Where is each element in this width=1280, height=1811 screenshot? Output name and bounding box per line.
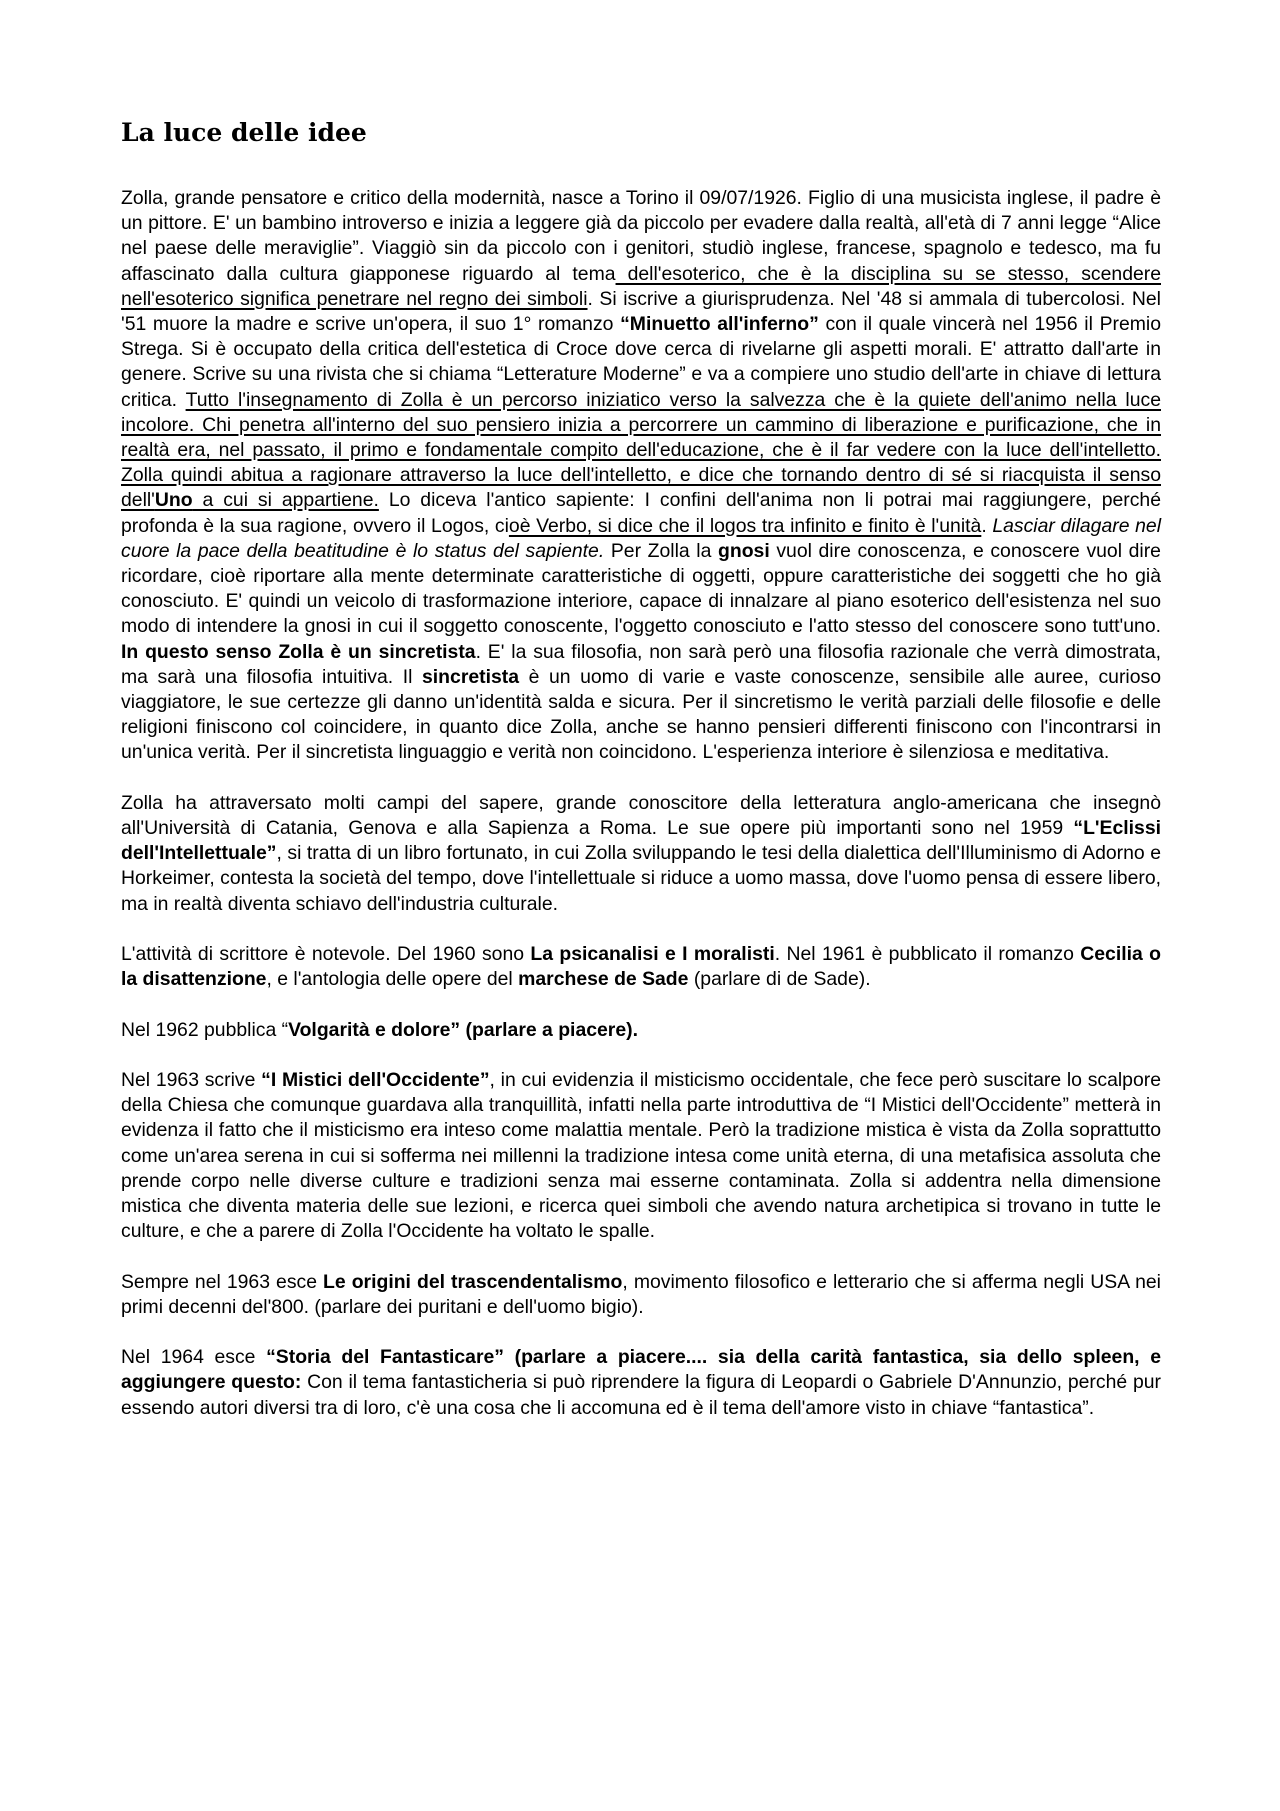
bold-term-gnosi: gnosi (718, 539, 770, 562)
text-run: Zolla, grande pensatore e critico della modernità, nasce a Torino il 09/07/1926. Figlio di una musicista inglese, il padre è un pittore. E' un bambino introverso e inizia a leggere già da piccolo per evadere dalla realtà, all'età di 7 anni legge “Alice nel paese delle meraviglie”. Viaggiò sin da piccolo con i genitori, studiò inglese, francese, spagnolo e tedesco, ma fu affascinato dalla cultura giapponese riguardo al tema (121, 187, 1161, 285)
text-run: (parlare di de Sade). (688, 968, 871, 991)
text-run: Lo diceva l'antico sapiente: I confini dell'anima non li potrai mai raggiungere, perché profonda è la sua ragione, ovvero il Logos, ci (121, 489, 1161, 537)
text-run: con il quale vincerà nel 1956 il Premio Strega. Si è occupato della critica dell'estetica di Croce dove cerca di rivelarne gli aspetti morali. E' attratto dall'arte in genere. Scrive su una rivista che si chiama “Letterature Moderne” e va a compiere uno studio dell'arte in chiave di lettura critica. (121, 313, 1161, 411)
text-run: , e l'antologia delle opere del (266, 968, 519, 991)
underlined-text: Tutto l'insegnamento di Zolla è un percorso iniziatico verso la salvezza che è la quiete dell'animo nella luce incolore. Chi penetra all'interno del suo pensiero inizia a percorrere un cammino di liberazione e purificazione, che in realtà era, nel passato, il primo e fondamentale compito dell'educazione, che è il far vedere con la luce dell'intelletto. Zolla quindi abitua a ragionare attraverso la luce dell'intelletto, e dice che tornando dentro di sé si riacquista il senso dell' (121, 388, 1161, 512)
work-title: Cecilia o la disattenzione (121, 943, 1162, 991)
text-run: L'attività di scrittore è notevole. Del 1960 sono (121, 943, 531, 966)
work-title: La psicanalisi e I moralisti (530, 943, 775, 966)
text-run: è un uomo di varie e vaste conoscenze, sensibile alle auree, curioso viaggiatore, le sue certezze gli danno un'identità salda e sicura. Per il sincretismo le verità parziali delle filosofie e delle religioni finiscono col coincidere, in quanto dice Zolla, anche se hanno pensieri differenti finiscono con l'incontrarsi in un'unica verità. Per il sincretista linguaggio e verità non coincidono. L'esperienza interiore è silenziosa e meditativa. (121, 665, 1161, 764)
paragraph-eclissi (121, 791, 1161, 917)
paragraph-1962 (121, 1018, 1161, 1043)
work-title: Volgarità e dolore” (parlare a piacere). (288, 1018, 638, 1041)
text-run: , si tratta di un libro fortunato, in cui Zolla sviluppando le tesi della dialettica dell'Illuminismo di Adorno e Horkeimer, contesta la società del tempo, dove l'intellettuale si riduce a uomo massa, dove l'uomo pensa di essere libero, ma in realtà diventa schiavo dell'industria culturale. (121, 842, 1161, 915)
text-run: Zolla ha attraversato molti campi del sapere, grande conoscitore della letteratura anglo-americana che insegnò all'Università di Catania, Genova e alla Sapienza a Roma. Le sue opere più importanti sono nel 1959 (121, 791, 1161, 840)
work-title: “Storia del Fantasticare” (parlare a piacere.... sia della carità fantastica, sia dello spleen, e aggiungere questo: (121, 1346, 1161, 1394)
text-run: Nel 1963 scrive (121, 1069, 262, 1092)
text-run: . E' la sua filosofia, non sarà però una filosofia razionale che verrà dimostrata, ma sarà una filosofia intuitiva. Il (121, 640, 1161, 688)
work-title-minuetto: “Minuetto all'inferno” (620, 313, 819, 336)
work-title: “I Mistici dell'Occidente” (261, 1069, 490, 1092)
work-title: “L'Eclissi dell'Intellettuale” (121, 817, 1161, 865)
document-title: La luce delle idee (121, 118, 367, 147)
document-body (121, 186, 1161, 1446)
text-run: . Nel 1961 è pubblicato il romanzo (774, 943, 1081, 966)
paragraph-mistici (121, 1068, 1161, 1244)
bold-term-sincretista: sincretista (422, 665, 520, 688)
text-run: , in cui evidenzia il misticismo occidentale, che fece però suscitare lo scalpore della Chiesa che comunque guardava alla tranquillità, infatti nella parte introduttiva de “I Mistici dell'Occidente” metterà in evidenza il fatto che il misticismo era inteso come malattia mentale. Però la tradizione mistica è vista da Zolla soprattutto come un'area serena in cui si sofferma nei millenni la tradizione intesa come unità eterna, di una metafisica assoluta che prende corpo nelle diverse culture e tradizioni senza mai esserne contaminata. Zolla si addentra nella dimensione mistica che diventa materia delle sue lezioni, e ricerca quei simboli che avendo natura archetipica si trovano in tutte le culture, e che a parere di Zolla l'Occidente ha voltato le spalle. (121, 1069, 1161, 1243)
text-run: , movimento filosofico e letterario che si afferma negli USA nei primi decenni del'800. (parlare dei puritani e dell'uomo bigio). (121, 1270, 1161, 1318)
bold-text: In questo senso Zolla è un sincretista (121, 640, 476, 663)
paragraph-biography (121, 186, 1161, 766)
underlined-bold-text: Uno (154, 489, 193, 512)
text-run: Sempre nel 1963 esce (121, 1270, 324, 1293)
text-run: . Si iscrive a giurisprudenza. Nel '48 si ammala di tubercolosi. Nel '51 muore la madre e scrive un'opera, il suo 1° romanzo (121, 287, 1161, 336)
text-run: . (981, 514, 993, 537)
underlined-text: oè Verbo, si dice che il logos tra infinito e finito è l'unità (508, 514, 982, 537)
work-title: Le origini del trascendentalismo (323, 1270, 623, 1293)
paragraph-works-1960 (121, 942, 1161, 992)
underlined-text: dell'esoterico, che è la disciplina su se stesso, scendere nell'esoterico significa penetrare nel regno dei simboli (121, 262, 1161, 310)
text-run: Nel 1962 pubblica “ (121, 1018, 289, 1041)
bold-text: marchese de Sade (518, 968, 689, 991)
text-run: vuol dire conoscenza, e conoscere vuol dire ricordare, cioè riportare alla mente determinate caratteristiche di oggetti, oppure caratteristiche dei soggetti che ho già conosciuto. E' quindi un veicolo di trasformazione interiore, capace di innalzare al piano esoterico dell'esistenza nel suo modo di intendere la gnosi in cui il soggetto conoscente, l'oggetto conosciuto e l'atto stesso del conoscere sono tutt'uno. (121, 539, 1161, 638)
text-run: Con il tema fantasticheria si può riprendere la figura di Leopardi o Gabriele D'Annunzio, perché pur essendo autori diversi tra di loro, c'è una cosa che li accomuna ed è il tema dell'amore visto in chiave “fantastica”. (121, 1371, 1161, 1419)
italic-text: Lasciar dilagare nel cuore la pace della beatitudine è lo status del sapiente. (121, 514, 1162, 562)
paragraph-trascendentalismo (121, 1270, 1161, 1320)
text-run: Nel 1964 esce (121, 1346, 267, 1369)
underlined-text: a cui si appartiene. (192, 489, 379, 512)
text-run: Per Zolla la (604, 539, 718, 562)
paragraph-fantasticare (121, 1345, 1161, 1421)
